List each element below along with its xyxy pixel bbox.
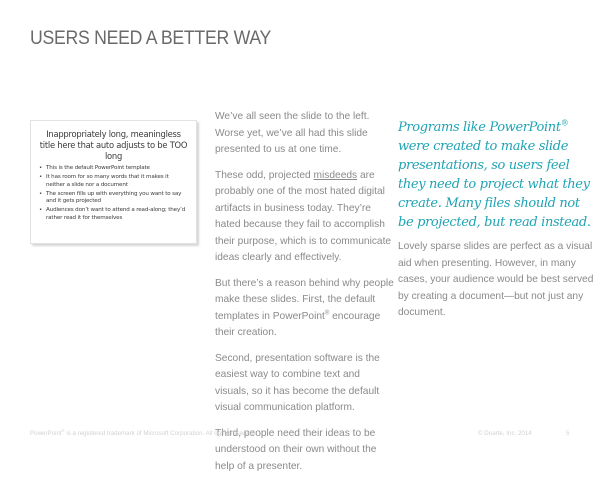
right-body-column: [398, 239, 598, 322]
page-title: USERS NEED A BETTER WAY: [30, 28, 272, 49]
body-paragraph: Third, people need their ideas to be understood on their own without the help of a presenter.: [215, 427, 377, 472]
thumbnail-bullet: • This is the default PowerPoint template: [39, 165, 150, 171]
registered-mark: ®: [61, 427, 65, 433]
body-paragraph: Lovely sparse slides are perfect as a visual aid when presenting. However, in many cases, your audience would be best served by creating a document—but not just any document.: [398, 241, 594, 318]
middle-body-column: [215, 109, 395, 484]
body-paragraph: These odd, projected misdeeds are probably one of the most hated digital artifacts in business today. They’re hated because they fail to accomplish their purpose, which is to communicate ideas clearly and effectively.: [215, 169, 392, 263]
trademark-notice: PowerPoint® is a registered trademark of Microsoft Corporation. All rights reserved.: [30, 427, 257, 437]
bullet-icon: •: [39, 174, 43, 181]
copyright-notice: © Duarte, Inc. 2014: [478, 430, 532, 437]
body-paragraph: Second, presentation software is the easiest way to combine text and visuals, so it has become the default visual communication platform.: [215, 352, 380, 413]
default-slide-thumbnail: [30, 120, 197, 244]
thumbnail-bullet-list: [39, 165, 188, 223]
thumbnail-title: Inappropriately long, meaningless title here that auto adjusts to be TOO long: [39, 129, 188, 161]
page-number: 5: [566, 430, 570, 437]
thumbnail-bullet: • It has room for so many words that it makes it neither a slide nor a document: [39, 174, 169, 188]
registered-mark: ®: [324, 310, 330, 317]
body-paragraph: We’ve all seen the slide to the left. Worse yet, we’ve all had this slide presented to us at one time.: [215, 111, 370, 155]
bullet-icon: •: [39, 165, 43, 171]
thumbnail-bullet: • The screen fills up with everything you want to say and it gets projected: [39, 190, 182, 205]
underlined-word: misdeeds: [313, 169, 358, 181]
bullet-icon: •: [39, 190, 43, 197]
registered-mark: ®: [560, 118, 569, 128]
bullet-icon: •: [39, 207, 43, 214]
thumbnail-bullet: • Audiences don’t want to attend a read-along; they’d rather read it for themselves: [39, 207, 186, 222]
callout-quote: Programs like PowerPoint® were created to make slide presentations, so users feel they need to project what they create. Many files should not be projected, but read instead.: [398, 118, 591, 230]
body-paragraph: But there’s a reason behind why people make these slides. First, the default templates in PowerPoint® encourage their creation.: [215, 277, 394, 338]
